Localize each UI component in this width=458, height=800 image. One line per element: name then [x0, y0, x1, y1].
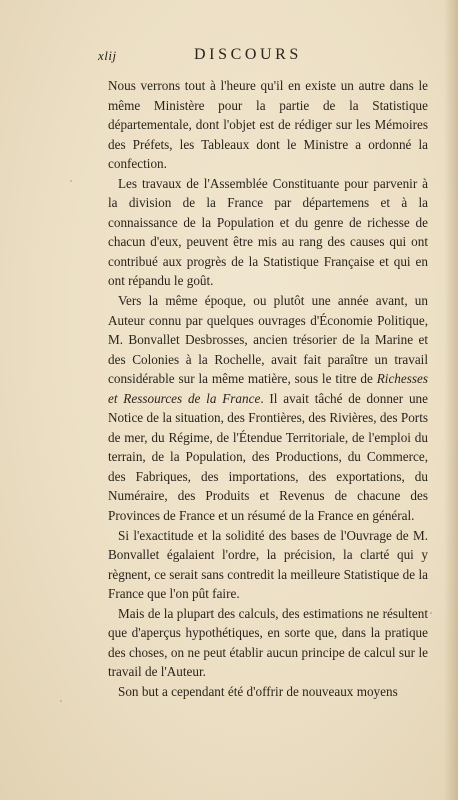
paragraph-1: Nous verrons tout à l'heure qu'il en existe un autre dans le même Ministère pour la partie de la Statistique départementale, dont l'objet est de rédiger sur les Mémoires des Préfets, les Tableaux dont le Ministre a ordonné la confection.: [108, 78, 428, 172]
page-header: [98, 46, 428, 68]
paragraph-3-text-start: Vers la même époque, ou plutôt une année avant, un Auteur connu par quelques ouvrages d'Économie Politique, M. Bonvallet Desbrosses, ancien trésorier de la Marine et des Colonies à la Rochelle, avait fait paraître un travail considérable sur la même matière, sous le titre de: [108, 293, 428, 387]
page-edge-shadow: [444, 0, 458, 800]
body-text: [108, 76, 428, 702]
foxing-spot: [430, 612, 432, 614]
page-number: xlij: [98, 48, 117, 63]
paragraph-3-text-end: . Il avait tâché de donner une Notice de la situation, des Frontières, des Rivières, des Ports de mer, du Régime, de l'Étendue Territoriale, de l'emploi du terrain, de la Population, des Productions, du Commerce, des Fabriques, des importations, des exportations, du Numéraire, des Produits et Revenus de chacune des Provinces de France et un résumé de la France en général.: [108, 390, 428, 524]
running-title: DISCOURS: [194, 46, 302, 63]
book-title-italic: Richesses et Ressources de la France: [108, 371, 428, 406]
paragraph-4: Si l'exactitude et la solidité des bases de l'Ouvrage de M. Bonvallet égalaient l'ordre, la précision, la clarté qui y règnent, ce serait sans contredit la meilleure Statistique de la France que l'on pût faire.: [108, 527, 428, 602]
foxing-spot: [70, 180, 72, 182]
paragraph-3: [108, 291, 428, 526]
foxing-spot: [60, 700, 62, 702]
paragraph-5: Mais de la plupart des calculs, des estimations ne résultent que d'aperçus hypothétiques, en sorte que, dans la pratique des choses, on ne peut établir aucun principe de calcul sur le travail de l'Auteur.: [108, 605, 428, 680]
paragraph-6: Son but a cependant été d'offrir de nouveaux moyens: [118, 683, 398, 699]
paragraph-2: Les travaux de l'Assemblée Constituante pour parvenir à la division de la France par départemens et à la connaissance de la Population et du genre de richesse de chacun d'eux, peuvent être mis au rang des causes qui ont contribué aux progrès de la Statistique Française et qui en ont répandu le goût.: [108, 175, 428, 289]
